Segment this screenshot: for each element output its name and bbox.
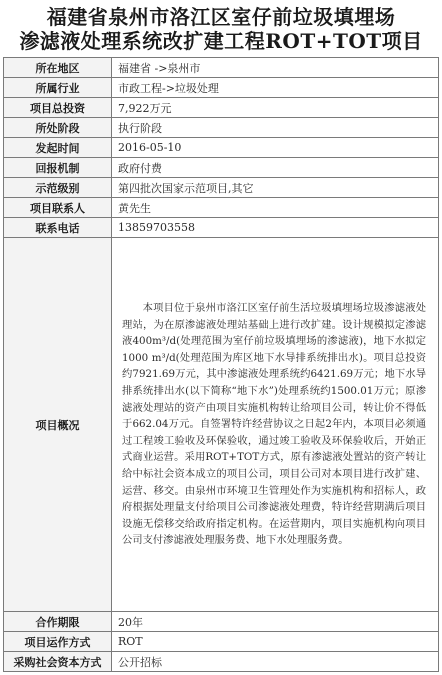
cooperation-term-label: 合作期限 (4, 612, 112, 632)
overview-label: 项目概况 (4, 238, 112, 612)
row-demo-level (4, 178, 439, 198)
overview-text: 本项目位于泉州市洛江区室仔前生活垃圾填埋场垃圾渗滤液处理站，为在原渗滤液处理站基础上进行改扩建。设计规模拟定渗滤液400m³/d(处理范围为室仔前垃圾填埋场的渗滤液)，地下水拟定1000 m³/d(处理范围为库区地下水导排系统排出水)。项目总投资约7921.69万元，其中渗滤液处理系统约6421.69万元；地下水导排系统排出水(以下简称“地下水”)处理系统约1500.01万元；原渗滤液处理站的资产由项目实施机构转让给项目公司，转让价不得低于662.04万元。自签署特许经营协议之日起2年内，本项目必须通过工程竣工验收及环保验收，通过竣工验收及环保验收后，开始正式商业运营。采用ROT+TOT方式，原有渗滤液处置站的资产转让给中标社会资本成立的项目公司，项目公司对本项目进行改扩建、运营、移交。由泉州市环境卫生管理处作为实施机构和招标人，政府根据处理量支付给项目公司渗滤液处理费，特许经营期满后项目设施无偿移交给政府指定机构。在运营期内，项目实施机构向项目公司支付渗滤液处理服务费、地下水处理服务费。 (122, 302, 426, 547)
return-mechanism-value: 政府付费 (112, 158, 439, 178)
title-line-1: 福建省泉州市洛江区室仔前垃圾填埋场 (46, 4, 396, 29)
row-operation-mode (4, 632, 439, 652)
total-investment-value: 7,922万元 (112, 98, 439, 118)
title-line-2: 渗滤液处理系统改扩建工程ROT+TOT项目 (19, 28, 423, 53)
contact-phone-label: 联系电话 (4, 218, 112, 238)
row-cooperation-term (4, 612, 439, 632)
operation-mode-value: ROT (112, 632, 439, 652)
cooperation-term-value: 20年 (112, 612, 439, 632)
project-info-table (3, 57, 439, 672)
start-date-value: 2016-05-10 (112, 138, 439, 158)
location-value: 福建省 ->泉州市 (112, 58, 439, 78)
row-industry (4, 78, 439, 98)
row-return-mechanism (4, 158, 439, 178)
overview-cell (112, 238, 439, 612)
total-investment-label: 项目总投资 (4, 98, 112, 118)
procurement-method-value: 公开招标 (112, 652, 439, 672)
stage-value: 执行阶段 (112, 118, 439, 138)
row-contact-person (4, 198, 439, 218)
row-procurement-method (4, 652, 439, 672)
stage-label: 所处阶段 (4, 118, 112, 138)
procurement-method-label: 采购社会资本方式 (4, 652, 112, 672)
location-label: 所在地区 (4, 58, 112, 78)
demo-level-value: 第四批次国家示范项目,其它 (112, 178, 439, 198)
row-stage (4, 118, 439, 138)
contact-person-value: 黄先生 (112, 198, 439, 218)
page-title (0, 0, 442, 57)
row-overview (4, 238, 439, 612)
contact-phone-value: 13859703558 (112, 218, 439, 238)
contact-person-label: 项目联系人 (4, 198, 112, 218)
row-contact-phone (4, 218, 439, 238)
return-mechanism-label: 回报机制 (4, 158, 112, 178)
row-start-date (4, 138, 439, 158)
row-location (4, 58, 439, 78)
row-total-investment (4, 98, 439, 118)
operation-mode-label: 项目运作方式 (4, 632, 112, 652)
industry-value: 市政工程->垃圾处理 (112, 78, 439, 98)
start-date-label: 发起时间 (4, 138, 112, 158)
industry-label: 所属行业 (4, 78, 112, 98)
demo-level-label: 示范级别 (4, 178, 112, 198)
